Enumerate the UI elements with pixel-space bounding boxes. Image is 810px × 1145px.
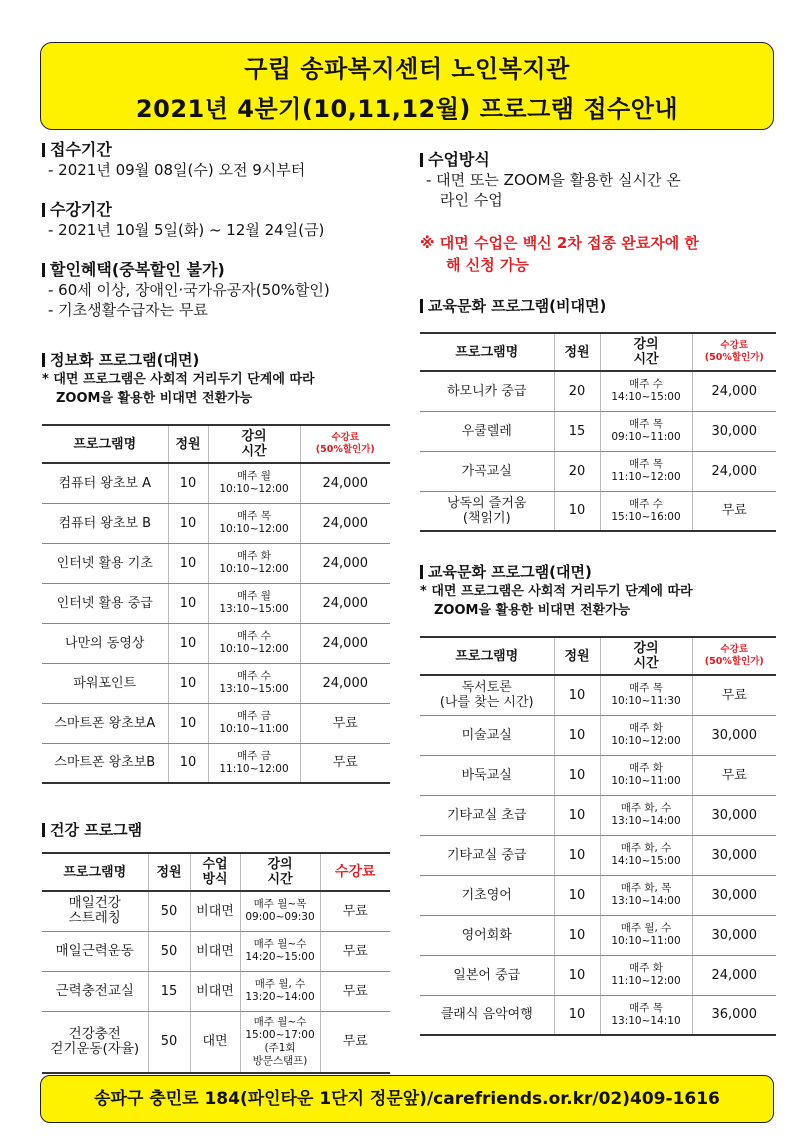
col-header-name: 프로그램명	[73, 436, 137, 452]
table-row	[420, 995, 776, 1035]
reg-period-heading: 접수기간	[42, 140, 390, 160]
program-time	[208, 463, 300, 503]
program-fee: 무료	[320, 971, 390, 1011]
program-fee: 24,000	[300, 503, 390, 543]
cell-line: 방문스탬프)	[252, 1054, 308, 1067]
method-line-2: 라인 수업	[440, 191, 503, 209]
col-header-name: 프로그램명	[455, 344, 519, 360]
cell-line: 스트레칭	[68, 910, 121, 927]
program-time	[208, 663, 300, 703]
program-time	[208, 703, 300, 743]
program-fee: 24,000	[300, 543, 390, 583]
program-name	[420, 371, 554, 411]
program-capacity: 10	[554, 675, 600, 715]
program-fee: 무료	[300, 703, 390, 743]
edu-offline-note: * 대면 프로그램은 사회적 거리두기 단계에 따라 ZOOM을 활용한 비대면 전환가능	[420, 584, 693, 618]
program-name	[420, 835, 554, 875]
cell-line: 09:10~11:00	[611, 431, 681, 443]
program-fee: 무료	[692, 755, 776, 795]
program-time	[240, 931, 320, 971]
program-name	[420, 915, 554, 955]
discount-line-2: - 기초생활수급자는 무료	[48, 301, 208, 319]
program-name	[420, 955, 554, 995]
program-name	[420, 451, 554, 491]
it-section-note: * 대면 프로그램은 사회적 거리두기 단계에 따라 ZOOM을 활용한 비대면 전환가능	[42, 372, 315, 406]
cell-line: 매주 화	[629, 722, 663, 734]
cell-line: 매주 월	[237, 590, 271, 602]
cell-line: 하모니카 중급	[447, 383, 527, 399]
program-name: 나만의 동영상	[42, 623, 168, 663]
cell-line: 10:10~12:00	[611, 735, 681, 747]
table-row	[420, 451, 776, 491]
cell-line: 14:10~15:00	[611, 391, 681, 404]
health-section-heading: 건강 프로그램	[42, 820, 390, 840]
cell-line: 09:00~09:30	[245, 911, 315, 924]
cell-line: 11:10~12:00	[611, 975, 681, 987]
vaccine-warning: ※ 대면 수업은 백신 2차 접종 완료자에 한 해 신청 가능	[420, 234, 699, 274]
footer-address: 송파구 충민로 184(파인타운 1단지 정문앞)/carefriends.or.kr/02)409-1616	[94, 1089, 720, 1109]
program-capacity: 10	[554, 491, 600, 531]
table-row	[42, 703, 390, 743]
cell-line: 13:10~14:00	[611, 815, 681, 827]
program-capacity: 15	[554, 411, 600, 451]
cell-line: 매주 월, 수	[254, 978, 306, 990]
cell-line: 11:10~12:00	[611, 471, 681, 483]
cell-line: 10:10~12:00	[219, 483, 289, 496]
cell-line: 매주 화, 수	[620, 842, 672, 854]
program-fee: 무료	[692, 675, 776, 715]
cell-line: 매주 수	[237, 670, 271, 682]
cell-line: 매주 목	[237, 510, 271, 522]
cell-line: 13:10~14:00	[611, 895, 681, 907]
table-row	[420, 715, 776, 755]
cell-line: 13:20~14:00	[245, 991, 315, 1003]
program-time	[240, 971, 320, 1011]
program-fee: 30,000	[692, 915, 776, 955]
program-capacity: 10	[554, 995, 600, 1035]
cell-line: 10:10~11:00	[611, 775, 681, 787]
cell-line: 독서토론	[461, 680, 512, 696]
col-header-time: 강의 시간	[240, 853, 320, 891]
program-name: 파워포인트	[42, 663, 168, 703]
col-header-name: 프로그램명	[63, 864, 127, 880]
program-time	[208, 543, 300, 583]
table-row	[42, 743, 390, 783]
health-program-table	[42, 852, 390, 1074]
program-capacity: 10	[168, 463, 208, 503]
program-capacity: 10	[554, 755, 600, 795]
cell-line: 매주 금	[237, 749, 271, 762]
cell-line: 매주 화, 목	[620, 882, 672, 894]
program-name	[420, 755, 554, 795]
program-time	[240, 1011, 320, 1073]
program-fee: 무료	[300, 743, 390, 783]
program-fee: 30,000	[692, 835, 776, 875]
program-name	[420, 491, 554, 531]
bullet-bar-icon	[420, 299, 423, 313]
program-method: 비대면	[190, 891, 240, 931]
cell-line: 매주 수	[237, 630, 271, 642]
program-time	[600, 755, 692, 795]
cell-line: (주1회	[264, 1041, 296, 1054]
cell-line: 기타교실 초급	[447, 807, 527, 823]
left-column	[42, 140, 390, 1074]
program-name: 컴퓨터 왕초보 B	[42, 503, 168, 543]
cell-line: 걷기운동(자율)	[50, 1040, 140, 1057]
title-line-1: 구립 송파복지센터 노인복지관	[244, 55, 570, 83]
program-name: 인터넷 활용 기초	[42, 543, 168, 583]
program-fee: 30,000	[692, 875, 776, 915]
cell-line: 기타교실 중급	[447, 847, 527, 863]
cell-line: 매주 목	[629, 458, 663, 470]
program-capacity: 10	[168, 583, 208, 623]
program-time	[208, 743, 300, 783]
program-capacity: 20	[554, 451, 600, 491]
program-capacity: 10	[554, 715, 600, 755]
cell-line: 영어회화	[461, 927, 512, 943]
program-capacity: 20	[554, 371, 600, 411]
table-row	[42, 583, 390, 623]
cell-line: 매주 목	[629, 418, 663, 430]
program-fee: 24,000	[300, 463, 390, 503]
table-row	[42, 463, 390, 503]
bullet-bar-icon	[42, 203, 45, 217]
program-name	[420, 411, 554, 451]
cell-line: 매주 월	[237, 470, 271, 483]
program-name: 스마트폰 왕초보A	[42, 703, 168, 743]
program-time	[600, 835, 692, 875]
cell-line: (나를 찾는 시간)	[439, 695, 534, 711]
cell-line: 매주 월~수	[253, 938, 307, 950]
cell-line: 매주 월~수	[253, 1015, 307, 1028]
footer-banner	[40, 1075, 774, 1123]
program-method: 비대면	[190, 931, 240, 971]
it-program-table	[42, 424, 390, 784]
cell-line: 매주 화	[629, 762, 663, 774]
bullet-bar-icon	[42, 823, 45, 837]
cell-line: 매주 월~목	[253, 898, 307, 911]
table-row	[42, 543, 390, 583]
program-capacity: 15	[148, 971, 190, 1011]
cell-line: 바둑교실	[461, 767, 512, 783]
discount-heading: 할인혜택(중복할인 불가)	[42, 260, 390, 280]
program-fee: 무료	[320, 931, 390, 971]
program-name	[420, 715, 554, 755]
program-time	[208, 583, 300, 623]
col-header-name: 프로그램명	[455, 648, 519, 664]
program-capacity: 50	[148, 1011, 190, 1073]
program-fee: 24,000	[692, 451, 776, 491]
table-row	[42, 971, 390, 1011]
course-period-heading: 수강기간	[42, 200, 390, 220]
cell-line: 매주 목	[629, 1001, 663, 1014]
program-time	[600, 715, 692, 755]
table-row	[420, 675, 776, 715]
program-fee: 24,000	[300, 623, 390, 663]
program-time	[600, 451, 692, 491]
bullet-bar-icon	[42, 263, 45, 277]
program-capacity: 10	[168, 543, 208, 583]
cell-line: 10:10~11:00	[219, 723, 289, 735]
program-name	[420, 675, 554, 715]
program-fee: 무료	[320, 891, 390, 931]
program-capacity: 10	[554, 875, 600, 915]
discount-line-1: - 60세 이상, 장애인·국가유공자(50%할인)	[48, 281, 330, 299]
cell-line: 14:10~15:00	[611, 855, 681, 867]
cell-line: 일본어 중급	[453, 967, 521, 983]
cell-line: 매주 화	[237, 550, 271, 562]
program-name	[420, 995, 554, 1035]
program-fee: 24,000	[692, 371, 776, 411]
table-row	[420, 875, 776, 915]
col-header-time: 강의 시간	[600, 333, 692, 371]
cell-line: 매주 수	[629, 378, 663, 391]
program-fee: 무료	[692, 491, 776, 531]
program-fee: 24,000	[692, 955, 776, 995]
table-header-row	[42, 853, 390, 891]
cell-line: 10:10~12:00	[219, 643, 289, 655]
cell-line: (책읽기)	[462, 510, 511, 526]
method-line-1: - 대면 또는 ZOOM을 활용한 실시간 온	[426, 171, 681, 189]
bullet-bar-icon	[420, 153, 423, 167]
program-capacity: 10	[168, 503, 208, 543]
cell-line: 매주 수	[629, 497, 663, 510]
table-row	[420, 795, 776, 835]
program-fee: 30,000	[692, 411, 776, 451]
edu-offline-heading: 교육문화 프로그램(대면)	[420, 562, 776, 582]
cell-line: 건강충전	[68, 1025, 121, 1042]
table-row	[42, 623, 390, 663]
table-row	[420, 915, 776, 955]
course-period-text: - 2021년 10월 5일(화) ~ 12월 24일(금)	[48, 221, 325, 239]
program-time	[240, 891, 320, 931]
table-row	[42, 663, 390, 703]
table-row	[42, 891, 390, 931]
program-time	[600, 371, 692, 411]
cell-line: 매주 월, 수	[620, 922, 672, 934]
program-time	[600, 795, 692, 835]
it-section-heading: 정보화 프로그램(대면)	[42, 350, 390, 370]
program-time	[600, 411, 692, 451]
program-time	[600, 675, 692, 715]
program-fee: 무료	[320, 1011, 390, 1073]
cell-line: 매일근력운동	[55, 942, 134, 959]
edu-offline-table	[420, 636, 776, 1036]
program-time	[600, 955, 692, 995]
cell-line: 11:10~12:00	[219, 762, 289, 775]
program-capacity: 50	[148, 891, 190, 931]
title-line-2: 2021년 4분기(10,11,12월) 프로그램 접수안내	[135, 95, 679, 123]
edu-online-heading: 교육문화 프로그램(비대면)	[420, 296, 776, 316]
cell-line: 13:10~15:00	[219, 683, 289, 695]
table-row	[420, 371, 776, 411]
program-capacity: 50	[148, 931, 190, 971]
col-header-method: 수업 방식	[190, 853, 240, 891]
cell-line: 매주 목	[629, 682, 663, 695]
program-name	[420, 875, 554, 915]
program-capacity: 10	[554, 835, 600, 875]
cell-line: 근력충전교실	[55, 982, 134, 999]
table-row	[420, 955, 776, 995]
bullet-bar-icon	[420, 565, 423, 579]
program-name	[42, 1011, 148, 1073]
program-fee: 30,000	[692, 715, 776, 755]
cell-line: 매일건강	[68, 895, 121, 912]
program-fee: 24,000	[300, 663, 390, 703]
program-capacity: 10	[168, 743, 208, 783]
cell-line: 매주 화, 수	[620, 802, 672, 814]
program-time	[208, 503, 300, 543]
cell-line: 15:10~16:00	[611, 510, 681, 523]
cell-line: 10:10~12:00	[219, 563, 289, 575]
table-header-row	[420, 333, 776, 371]
program-method: 대면	[190, 1011, 240, 1073]
bullet-bar-icon	[42, 143, 45, 157]
cell-line: 14:20~15:00	[245, 951, 315, 963]
table-row	[42, 931, 390, 971]
cell-line: 우쿨렐레	[461, 423, 512, 439]
program-capacity: 10	[168, 703, 208, 743]
program-name	[42, 931, 148, 971]
cell-line: 낭독의 즐거움	[447, 495, 527, 511]
table-row	[420, 835, 776, 875]
col-header-cap: 정원	[148, 853, 190, 891]
program-name	[420, 795, 554, 835]
program-name: 인터넷 활용 중급	[42, 583, 168, 623]
program-fee: 30,000	[692, 795, 776, 835]
col-header-fee: 수강료 (50%할인가)	[692, 333, 776, 371]
cell-line: 10:10~12:00	[219, 523, 289, 535]
col-header-fee: 수강료 (50%할인가)	[692, 637, 776, 675]
program-time	[600, 915, 692, 955]
program-time	[600, 995, 692, 1035]
cell-line: 매주 금	[237, 710, 271, 722]
cell-line: 미술교실	[461, 727, 512, 743]
table-row	[420, 755, 776, 795]
program-time	[600, 875, 692, 915]
program-capacity: 10	[554, 795, 600, 835]
program-capacity: 10	[168, 623, 208, 663]
table-header-row	[420, 637, 776, 675]
table-row	[42, 503, 390, 543]
program-name	[42, 891, 148, 931]
program-name: 스마트폰 왕초보B	[42, 743, 168, 783]
cell-line: 매주 화	[629, 962, 663, 974]
program-capacity: 10	[168, 663, 208, 703]
program-time	[600, 491, 692, 531]
edu-online-table	[420, 332, 776, 532]
cell-line: 10:10~11:30	[611, 695, 681, 708]
program-capacity: 10	[554, 955, 600, 995]
cell-line: 10:10~11:00	[611, 935, 681, 947]
col-header-fee: 수강료 (50%할인가)	[300, 425, 390, 463]
table-row	[42, 1011, 390, 1073]
col-header-time: 강의 시간	[600, 637, 692, 675]
cell-line: 13:10~15:00	[219, 603, 289, 615]
col-header-fee: 수강료	[320, 853, 390, 891]
table-header-row	[42, 425, 390, 463]
bullet-bar-icon	[42, 353, 45, 367]
right-column	[420, 150, 776, 1036]
cell-line: 기초영어	[461, 887, 512, 903]
col-header-cap: 정원	[554, 637, 600, 675]
table-row	[420, 411, 776, 451]
program-capacity: 10	[554, 915, 600, 955]
program-method: 비대면	[190, 971, 240, 1011]
program-name	[42, 971, 148, 1011]
method-heading: 수업방식	[420, 150, 776, 170]
col-header-time: 강의 시간	[208, 425, 300, 463]
program-name: 컴퓨터 왕초보 A	[42, 463, 168, 503]
col-header-cap: 정원	[168, 425, 208, 463]
col-header-cap: 정원	[554, 333, 600, 371]
program-fee: 24,000	[300, 583, 390, 623]
reg-period-text: - 2021년 09월 08일(수) 오전 9시부터	[48, 161, 306, 179]
cell-line: 클래식 음악여행	[440, 1007, 533, 1023]
program-fee: 36,000	[692, 995, 776, 1035]
cell-line: 가곡교실	[461, 463, 512, 479]
cell-line: 13:10~14:10	[611, 1014, 681, 1027]
table-row	[420, 491, 776, 531]
program-time	[208, 623, 300, 663]
title-banner	[40, 42, 774, 130]
cell-line: 15:00~17:00	[245, 1028, 315, 1041]
